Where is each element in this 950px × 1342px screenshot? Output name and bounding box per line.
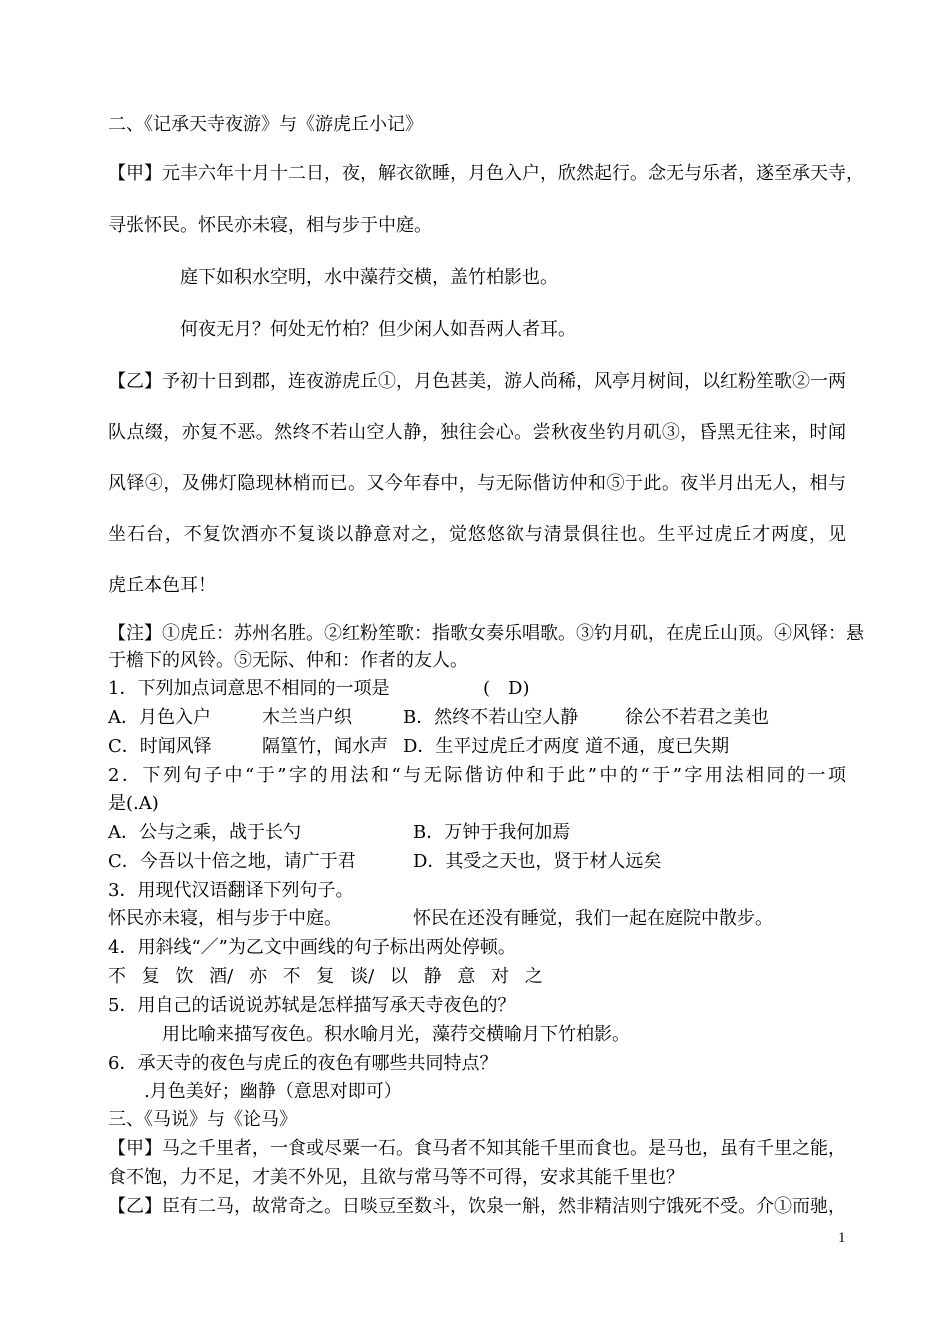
passage-yi-line: 【乙】臣有二马，故常奇之。日啖豆至数斗，饮泉一斛，然非精洁则宁饿死不受。介①而驰，: [108, 1196, 846, 1217]
passage-yi-line: 虎丘本色耳！: [108, 575, 216, 596]
option-b: B．然终不若山空人静: [403, 707, 579, 728]
passage-jia-line: 何夜无月？何处无竹柏？但少闲人如吾两人者耳。: [180, 319, 576, 340]
option-c: C．时闻风铎: [108, 736, 212, 757]
question-3-sentence: 怀民亦未寝，相与步于中庭。: [108, 908, 342, 929]
option-d: D．其受之天也，贤于材人远矣: [413, 851, 662, 872]
passage-jia-line: 食不饱，力不足，才美不外见，且欲与常马等不可得，安求其能千里也？: [108, 1167, 684, 1188]
option-b-compare: 徐公不若君之美也: [625, 707, 769, 728]
option-b: B．万钟于我何加焉: [413, 822, 571, 843]
passage-yi-line: 【乙】予初十日到郡，连夜游虎丘①，月色甚美，游人尚稀，风亭月树间，以红粉笙歌②一两: [108, 371, 846, 392]
question-1: 1．下列加点词意思不相同的一项是: [108, 678, 390, 699]
question-4: 4．用斜线“／”为乙文中画线的句子标出两处停顿。: [108, 937, 516, 958]
option-a: A．公与之乘，战于长勺: [108, 822, 301, 843]
question-5-answer: 用比喻来描写夜色。积水喻月光，藻荇交横喻月下竹柏影。: [162, 1024, 630, 1045]
option-a-compare: 木兰当户织: [262, 707, 352, 728]
question-2: 2．下列句子中“于”字的用法和“与无际偕访仲和于此”中的“于”字用法相同的一项: [108, 765, 846, 786]
question-4-answer: 不 复 饮 酒/ 亦 不 复 谈/ 以 静 意 对 之: [108, 966, 543, 987]
question-6-answer: .月色美好；幽静（意思对即可）: [144, 1081, 402, 1102]
section-title: 三、《马说》与《论马》: [108, 1109, 297, 1130]
question-1-answer: ( D): [483, 678, 530, 699]
passage-jia-line: 【甲】元丰六年十月十二日，夜，解衣欲睡，月色入户，欣然起行。念无与乐者，遂至承天寺，: [108, 163, 864, 184]
passage-yi-line: 坐石台，不复饮酒亦不复谈以静意对之，觉悠悠欲与清景俱往也。生平过虎丘才两度，见: [108, 524, 846, 545]
passage-jia-line: 寻张怀民。怀民亦未寝，相与步于中庭。: [108, 215, 432, 236]
question-2-answer: 是(.A): [108, 793, 159, 814]
question-6: 6．承天寺的夜色与虎丘的夜色有哪些共同特点？: [108, 1053, 498, 1074]
annotation-line: 于檐下的风铃。⑤无际、仲和：作者的友人。: [108, 650, 468, 671]
section-title: 二、《记承天寺夜游》与《游虎丘小记》: [108, 114, 423, 135]
question-3-answer: 怀民在还没有睡觉，我们一起在庭院中散步。: [413, 908, 773, 929]
option-c: C．今吾以十倍之地，请广于君: [108, 851, 356, 872]
passage-yi-line: 风铎④，及佛灯隐现林梢而已。又今年春中，与无际偕访仲和⑤于此。夜半月出无人，相与: [108, 473, 846, 494]
question-5: 5．用自己的话说说苏轼是怎样描写承天寺夜色的？: [108, 995, 516, 1016]
option-c-compare: 隔篁竹，闻水声: [262, 736, 388, 757]
option-a: A．月色入户: [108, 707, 211, 728]
passage-jia-line: 【甲】马之千里者，一食或尽粟一石。食马者不知其能千里而食也。是马也，虽有千里之能，: [108, 1138, 846, 1159]
annotation-line: 【注】①虎丘：苏州名胜。②红粉笙歌：指歌女奏乐唱歌。③钓月矶，在虎丘山顶。④风铎：悬: [108, 623, 864, 644]
passage-yi-line: 队点缀，亦复不恶。然终不若山空人静，独往会心。尝秋夜坐钓月矶③，昏黑无往来，时闻: [108, 422, 846, 443]
page-number: 1: [838, 1230, 846, 1246]
passage-jia-line: 庭下如积水空明，水中藻荇交横，盖竹柏影也。: [180, 267, 558, 288]
option-d: D．生平过虎丘才两度 道不通，度已失期: [403, 736, 730, 757]
question-3: 3．用现代汉语翻译下列句子。: [108, 880, 354, 901]
